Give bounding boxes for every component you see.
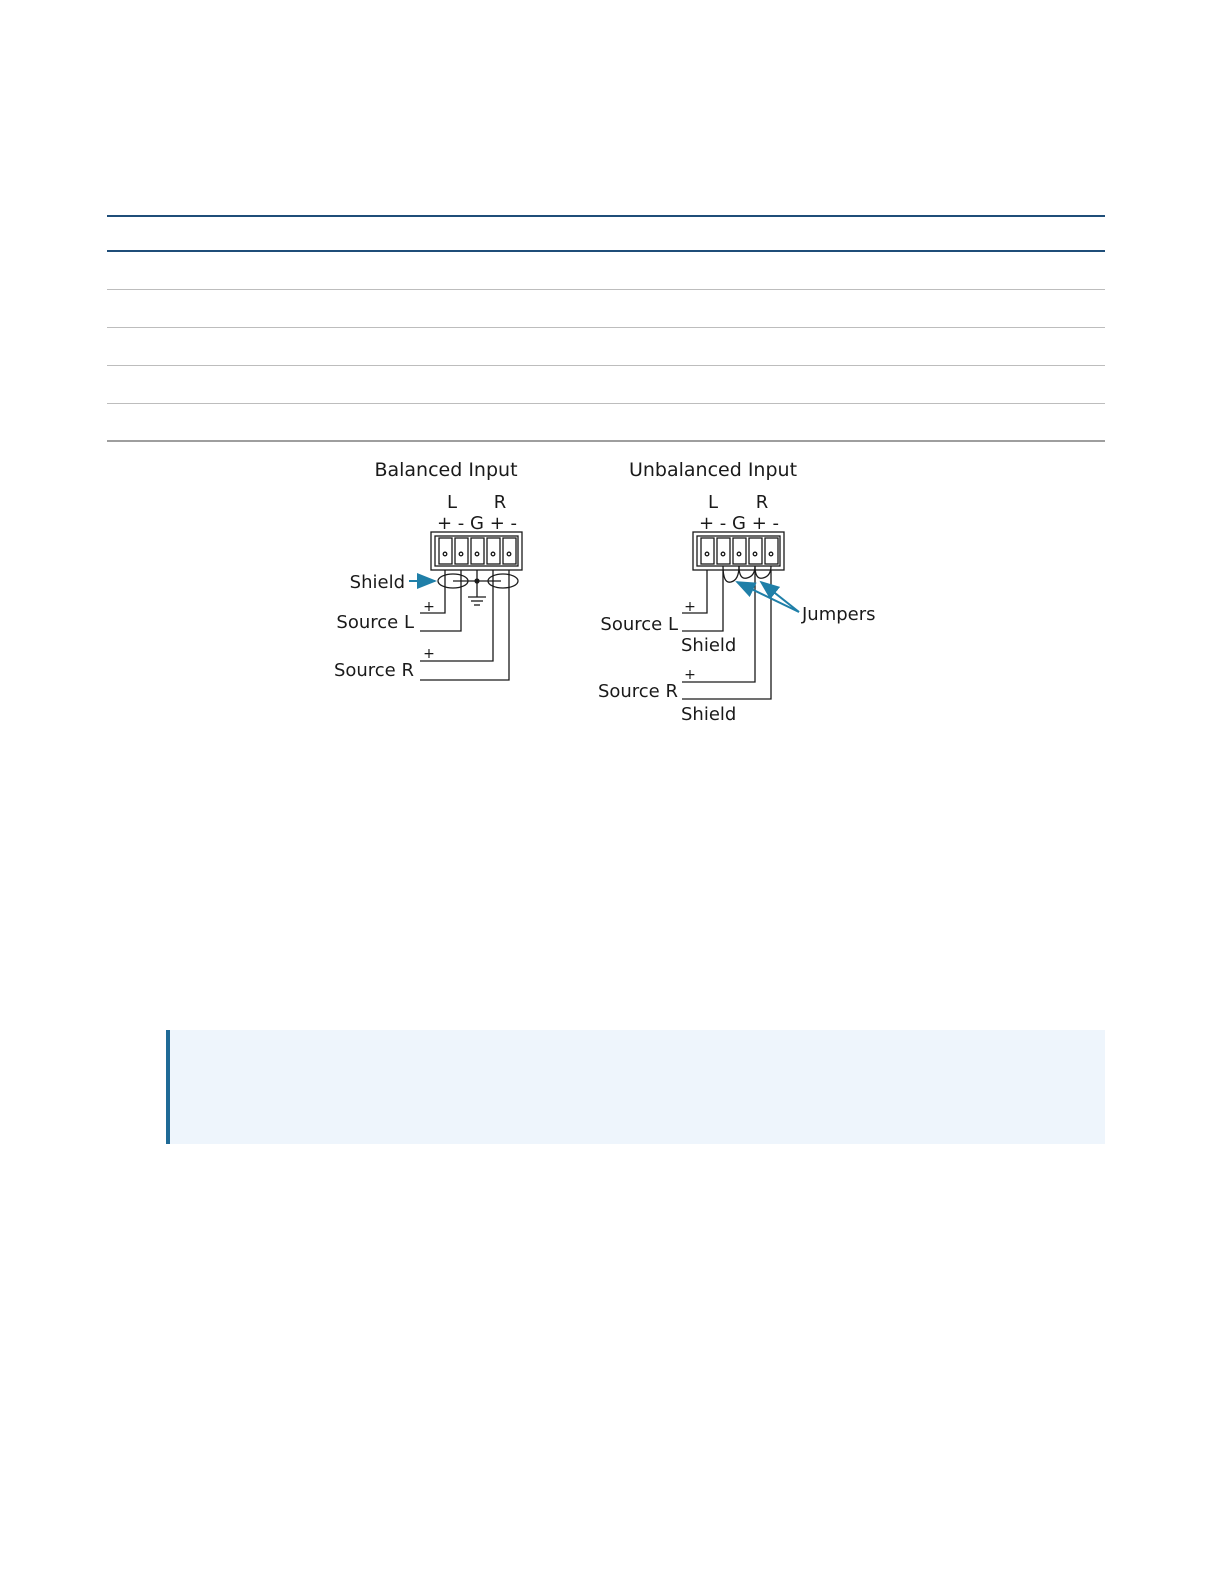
unbalanced-terminal-block <box>693 532 784 570</box>
balanced-channel-left: L <box>446 492 458 513</box>
unbalanced-shield-right: Shield <box>681 704 737 725</box>
unbalanced-plus-right: + <box>684 667 696 683</box>
balanced-pin-labels: + - G + - <box>437 513 517 534</box>
note-callout <box>166 1030 1105 1144</box>
balanced-plus-left: + <box>423 599 435 615</box>
unbalanced-source-left: Source L <box>600 614 678 635</box>
unbalanced-input-diagram <box>598 459 876 725</box>
unbalanced-channel-left: L <box>707 492 719 513</box>
unbalanced-shield-left: Shield <box>681 635 737 656</box>
balanced-terminal-block <box>431 532 522 570</box>
jumper-wires <box>723 566 771 582</box>
balanced-input-diagram <box>334 459 522 681</box>
unbalanced-source-right: Source R <box>597 681 678 702</box>
ground-junction-dot <box>474 578 479 583</box>
unbalanced-title: Unbalanced Input <box>628 459 798 481</box>
balanced-shield-label: Shield <box>349 572 405 593</box>
unbalanced-plus-left: + <box>684 599 696 615</box>
balanced-source-right: Source R <box>333 660 414 681</box>
unbalanced-pin-labels: + - G + - <box>699 513 779 534</box>
wiring-diagram <box>0 0 1224 760</box>
unbalanced-channel-right: R <box>755 492 769 513</box>
balanced-title: Balanced Input <box>374 459 518 481</box>
balanced-plus-right: + <box>423 646 435 662</box>
jumpers-label: Jumpers <box>802 604 876 625</box>
balanced-channel-right: R <box>493 492 507 513</box>
balanced-source-left: Source L <box>336 612 414 633</box>
balanced-wires <box>420 570 518 680</box>
